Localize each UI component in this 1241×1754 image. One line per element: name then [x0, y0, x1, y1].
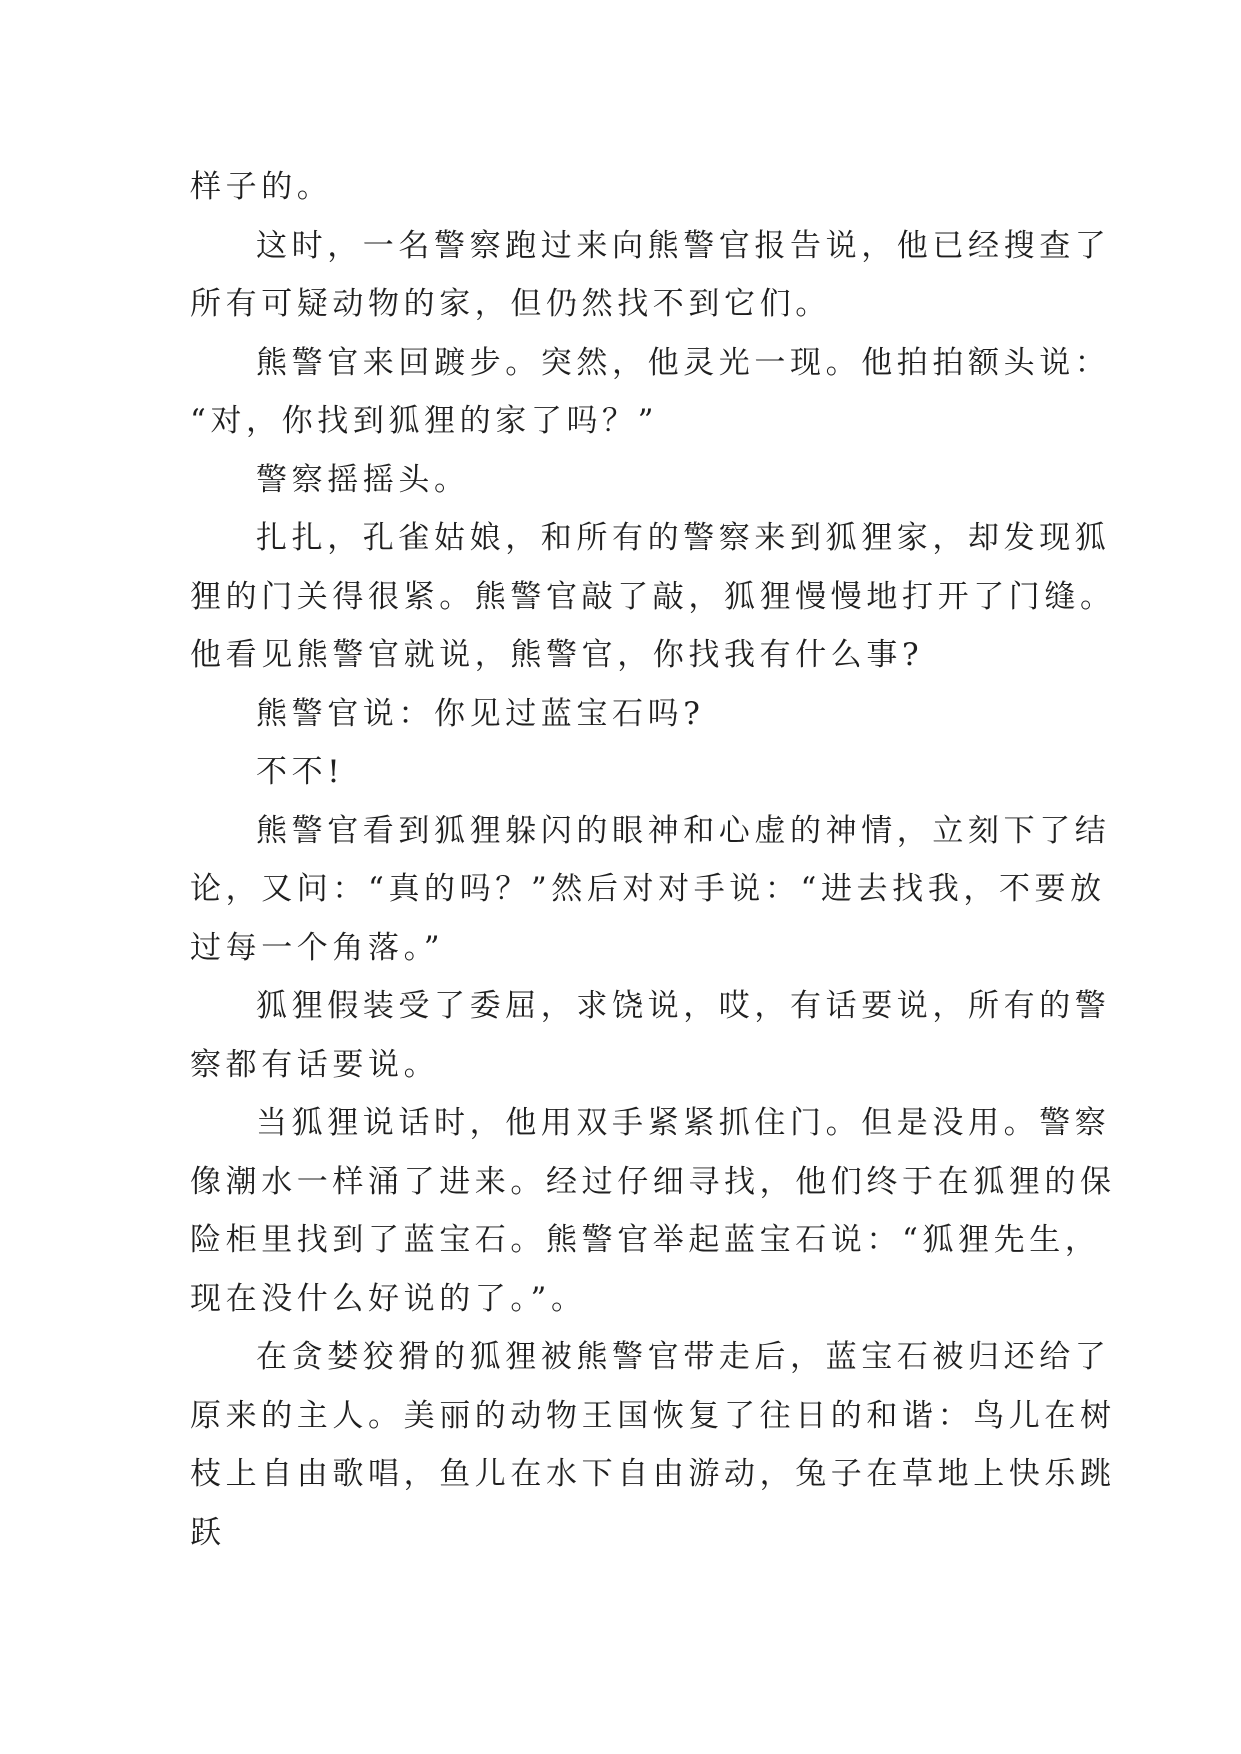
paragraph-first-line: 在贪婪狡猾的狐狸被熊警官带走后，蓝宝石被归还给了: [256, 1339, 1111, 1375]
paragraph-first-line: 不不!: [256, 754, 345, 790]
text-line: 现在没什么好说的了。”。: [190, 1280, 587, 1317]
text-line: 所有可疑动物的家，但仍然找不到它们。: [190, 286, 831, 322]
paragraph-first-line: 扎扎，孔雀姑娘，和所有的警察来到狐狸家，却发现狐: [256, 520, 1111, 556]
text-line: “对，你找到狐狸的家了吗？”: [190, 403, 659, 439]
text-line: 像潮水一样涌了进来。经过仔细寻找，他们终于在狐狸的保: [190, 1163, 1116, 1200]
story-text: [190, 158, 1116, 1562]
paragraph-first-line: 熊警官看到狐狸躲闪的眼神和心虚的神情，立刻下了结: [256, 812, 1111, 849]
text-line: 样子的。: [190, 169, 333, 205]
text-line: 险柜里找到了蓝宝石。熊警官举起蓝宝石说：“狐狸先生，: [190, 1222, 1101, 1258]
text-line: 跃: [190, 1514, 226, 1551]
paragraph-first-line: 这时，一名警察跑过来向熊警官报告说，他已经搜查了: [256, 227, 1111, 264]
text-line: 察都有话要说。: [190, 1046, 440, 1083]
paragraph-first-line: 当狐狸说话时，他用双手紧紧抓住门。但是没用。警察: [256, 1105, 1111, 1141]
paragraph-first-line: 狐狸假装受了委屈，求饶说，哎，有话要说，所有的警: [256, 988, 1111, 1024]
text-line: 论，又问：“真的吗？”然后对对手说：“进去找我，不要放: [190, 871, 1106, 907]
text-line: 枝上自由歌唱，鱼儿在水下自由游动，兔子在草地上快乐跳: [190, 1456, 1116, 1492]
text-line: 他看见熊警官就说，熊警官，你找我有什么事?: [190, 637, 924, 673]
text-line: 狸的门关得很紧。熊警官敲了敲，狐狸慢慢地打开了门缝。: [190, 578, 1116, 615]
text-line: 原来的主人。美丽的动物王国恢复了往日的和谐：鸟儿在树: [190, 1397, 1116, 1434]
paragraph-first-line: 熊警官来回踱步。突然，他灵光一现。他拍拍额头说：: [256, 344, 1111, 381]
text-line: 过每一个角落。”: [190, 929, 445, 966]
paragraph-first-line: 警察摇摇头。: [256, 461, 470, 498]
paragraph-first-line: 熊警官说：你见过蓝宝石吗?: [256, 695, 705, 732]
